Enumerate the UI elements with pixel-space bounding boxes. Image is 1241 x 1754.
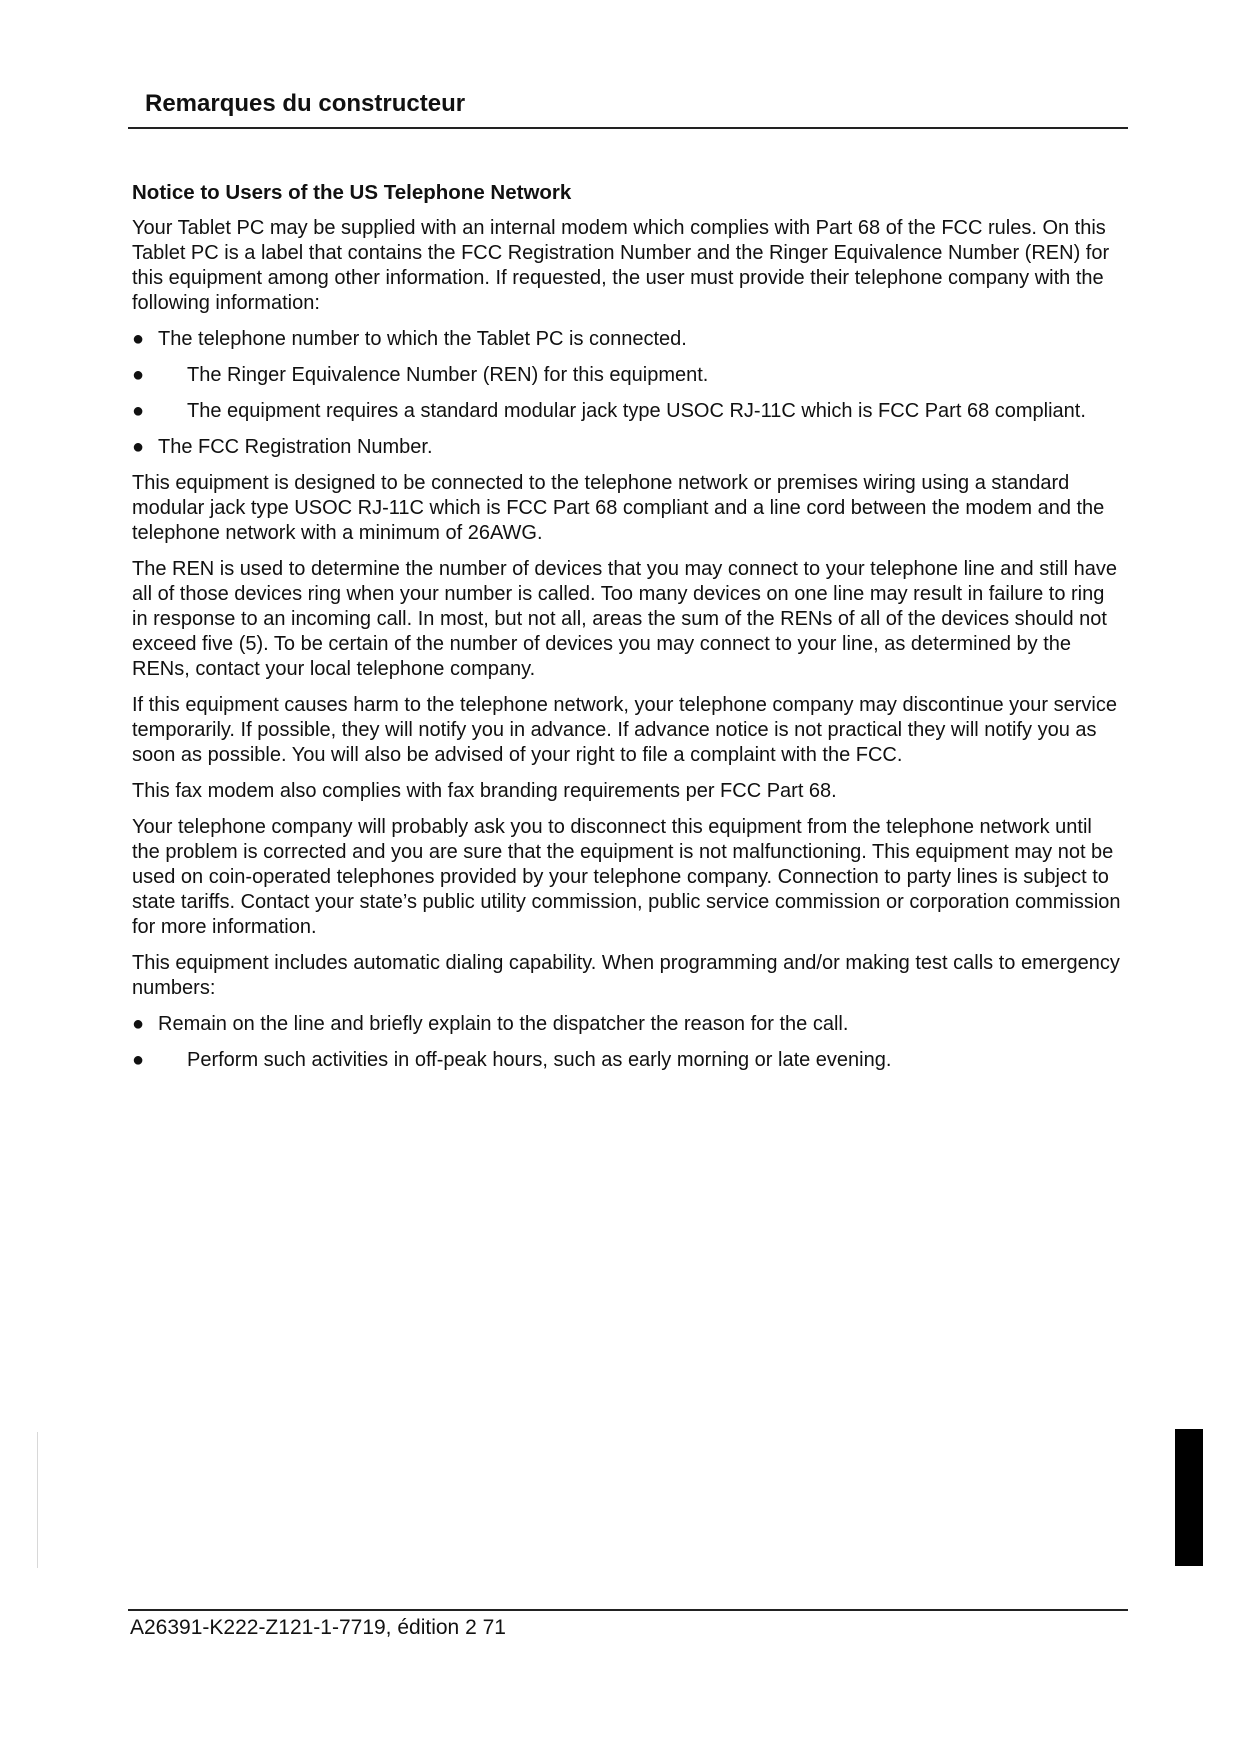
intro-paragraph: Your Tablet PC may be supplied with an internal modem which complies with Part 68 of the FCC rules. On this Tablet PC is a label that contains the FCC Registration Number and the Ringer Equivalence Number (REN) for this equipment among other information. If requested, the user must provide their telephone company with the following information: — [132, 217, 1110, 314]
list-item — [132, 435, 1122, 460]
body-paragraph: The REN is used to determine the number of devices that you may connect to your telephone line and still have all of those devices ring when your number is called. Too many devices on one line may result in failure to ring in response to an incoming call. In most, but not all, areas the sum of the RENs of all of the devices should not exceed five (5). To be certain of the number of devices you may connect to your line, as determined by the RENs, contact your local telephone company. — [132, 558, 1117, 680]
bullet-icon: ● — [132, 436, 145, 458]
list-item-text: Perform such activities in off-peak hours, such as early morning or late evening. — [187, 1049, 892, 1071]
list-item-text: The FCC Registration Number. — [158, 436, 433, 458]
bullet-icon: ● — [132, 400, 145, 422]
body-paragraph: This fax modem also complies with fax branding requirements per FCC Part 68. — [132, 780, 837, 802]
list-item — [132, 399, 1122, 424]
list-item-text: The equipment requires a standard modular jack type USOC RJ-11C which is FCC Part 68 compliant. — [187, 400, 1086, 422]
page-title: Remarques du constructeur — [145, 90, 466, 117]
bullet-icon: ● — [132, 1049, 145, 1071]
list-item — [132, 1012, 1122, 1037]
bullet-icon: ● — [132, 364, 145, 386]
body-paragraph: This equipment includes automatic dialing capability. When programming and/or making test calls to emergency numbers: — [132, 952, 1120, 999]
list-item — [132, 1048, 1122, 1073]
body-paragraph: Your telephone company will probably ask you to disconnect this equipment from the telephone network until the problem is corrected and you are sure that the equipment is not malfunctioning. This equipment may not be used on coin-operated telephones provided by your telephone company. Connection to party lines is subject to state tariffs. Contact your state’s public utility commission, public service commission or corporation commission for more information. — [132, 816, 1121, 938]
list-item-text: Remain on the line and briefly explain to the dispatcher the reason for the call. — [158, 1013, 849, 1035]
list-item — [132, 363, 1122, 388]
list-item-text: The telephone number to which the Tablet PC is connected. — [158, 328, 687, 350]
chapter-thumb-tab — [1175, 1429, 1203, 1566]
footer-divider — [128, 1609, 1128, 1611]
page-content — [132, 180, 1122, 1084]
footer-reference: A26391-K222-Z121-1-7719, édition 2 71 — [130, 1616, 506, 1639]
list-item-text: The Ringer Equivalence Number (REN) for this equipment. — [187, 364, 709, 386]
body-paragraph: This equipment is designed to be connected to the telephone network or premises wiring using a standard modular jack type USOC RJ-11C which is FCC Part 68 compliant and a line cord between the modem and the telephone network with a minimum of 26AWG. — [132, 472, 1105, 544]
section-heading: Notice to Users of the US Telephone Network — [132, 181, 572, 204]
body-paragraph: If this equipment causes harm to the telephone network, your telephone company may discontinue your service temporarily. If possible, they will notify you in advance. If advance notice is not practical they will notify you as soon as possible. You will also be advised of your right to file a complaint with the FCC. — [132, 694, 1117, 766]
bullet-icon: ● — [132, 1013, 145, 1035]
scan-artifact-line — [37, 1432, 38, 1568]
bullet-icon: ● — [132, 328, 145, 350]
list-item — [132, 327, 1122, 352]
header-divider — [128, 127, 1128, 129]
